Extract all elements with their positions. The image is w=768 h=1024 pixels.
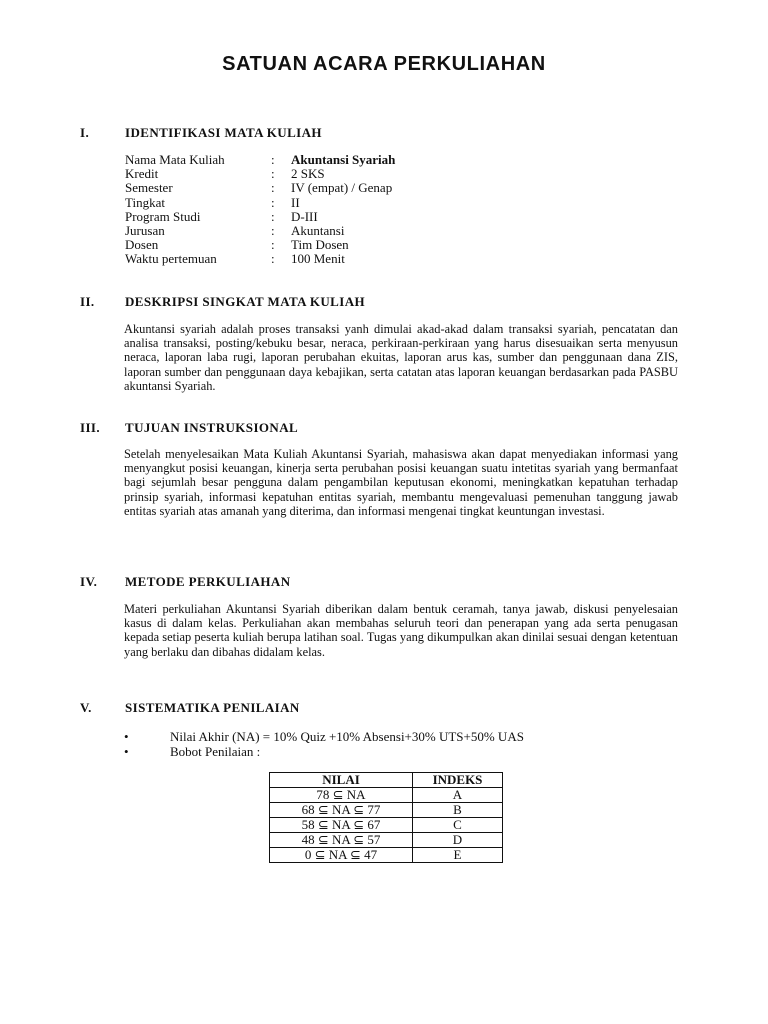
identification-label: Nama Mata Kuliah [125,152,225,167]
identification-label: Kredit [125,166,159,182]
identification-label: Program Studi [125,208,201,224]
table-row [270,803,503,818]
identification-label: Dosen [125,237,159,253]
bullet-icon: • [124,744,129,759]
bullet-text: Bobot Penilaian : [170,744,261,759]
bullet-text: Nilai Akhir (NA) = 10% Quiz +10% Absensi+30% UTS+50% UAS [170,729,524,744]
grade-index-cell: E [413,848,503,863]
identification-value: D-III [291,208,318,224]
section-number: IV. [80,574,98,589]
identification-row [125,224,525,238]
identification-label: Semester [125,180,173,196]
identification-label: Jurusan [125,222,165,238]
identification-row [125,153,525,167]
identification-row [125,167,525,181]
objectives-paragraph: Setelah menyelesaikan Mata Kuliah Akuntansi Syariah, mahasiswa akan dapat menyediakan informasi yang menyangkut posisi keuangan, kinerja serta perubahan posisi keuangan suatu intetitas syariah yang bermanfaat bagi sejumlah besar pengguna dalam pengambilan keputusan ekonomi, meningkatkan kepatuhan terhadap prinsip syariah, informasi kepatuhan entitas syariah, membantu mengevaluasi pemenuhan tanggung jawab entitas syariah atas amanah yang diterima, dan informasi mengenai tingkat keuntungan investasi. [124,447,678,518]
section-title: METODE PERKULIAHAN [125,574,291,589]
identification-list [125,153,525,267]
grade-table-header-row [270,773,503,788]
grade-index-cell: C [413,818,503,833]
identification-row [125,238,525,252]
identification-colon: : [271,208,275,224]
identification-value: Akuntansi Syariah [291,152,396,167]
grade-index-cell: D [413,833,503,848]
table-row [270,818,503,833]
bullet-icon: • [124,729,129,744]
section-title: SISTEMATIKA PENILAIAN [125,700,300,715]
section-number: III. [80,420,101,435]
document-title: SATUAN ACARA PERKULIAHAN [222,53,546,75]
identification-value: 2 SKS [291,166,325,182]
identification-colon: : [271,237,275,253]
section-title: TUJUAN INSTRUKSIONAL [125,420,299,435]
grade-range-cell: 78 ⊆ NA [270,788,413,803]
grade-table [269,772,503,863]
identification-colon: : [271,166,275,182]
grade-range-cell: 58 ⊆ NA ⊆ 67 [270,818,413,833]
section-number: I. [80,125,90,140]
identification-value: Tim Dosen [291,237,349,253]
identification-colon: : [271,251,275,267]
grade-table-header: INDEKS [413,773,503,788]
grade-range-cell: 0 ⊆ NA ⊆ 47 [270,848,413,863]
identification-value: 100 Menit [291,251,345,267]
identification-row [125,252,525,266]
grade-index-cell: B [413,803,503,818]
table-row [270,788,503,803]
section-title: DESKRIPSI SINGKAT MATA KULIAH [125,294,365,309]
identification-value: IV (empat) / Genap [291,180,393,196]
method-paragraph: Materi perkuliahan Akuntansi Syariah diberikan dalam bentuk ceramah, tanya jawab, diskusi penyelesaian kasus di dalam kelas. Perkuliahan akan membahas seluruh teori dan penerapan yang ada serta penugasan kepada setiap peserta kuliah berupa latihan soal. Tugas yang dikumpulkan akan dinilai sesuai dengan ketentuan yang berlaku dan dibahas didalam kelas. [124,602,678,659]
identification-row [125,181,525,195]
section-number: V. [80,700,92,715]
identification-value: II [291,194,300,210]
identification-colon: : [271,152,275,167]
identification-value: Akuntansi [291,222,345,238]
table-row [270,833,503,848]
grade-index-cell: A [413,788,503,803]
identification-row [125,210,525,224]
identification-row [125,196,525,210]
identification-label: Waktu pertemuan [125,251,217,267]
grade-range-cell: 68 ⊆ NA ⊆ 77 [270,803,413,818]
grade-table-header: NILAI [270,773,413,788]
identification-label: Tingkat [125,194,165,210]
description-paragraph: Akuntansi syariah adalah proses transaksi yanh dimulai akad-akad dalam transaksi syariah, pencatatan dan analisa transaksi, posting/kebuku besar, neraca, perkiraan-perkiraan yang harus disesuaikan serta menyusun neraca, laporan laba rugi, laporan perubahan ekuitas, laporan arus kas, sumber dan penggunaan dana ZIS, laporan sumber dan penggunaan daya kebajikan, serta catatan atas laporan keuangan berdasarkan pada PASBU akuntansi Syariah. [124,322,678,393]
identification-colon: : [271,180,275,196]
identification-colon: : [271,194,275,210]
identification-colon: : [271,222,275,238]
section-number: II. [80,294,95,309]
section-title: IDENTIFIKASI MATA KULIAH [125,125,322,140]
table-row [270,848,503,863]
grade-range-cell: 48 ⊆ NA ⊆ 57 [270,833,413,848]
